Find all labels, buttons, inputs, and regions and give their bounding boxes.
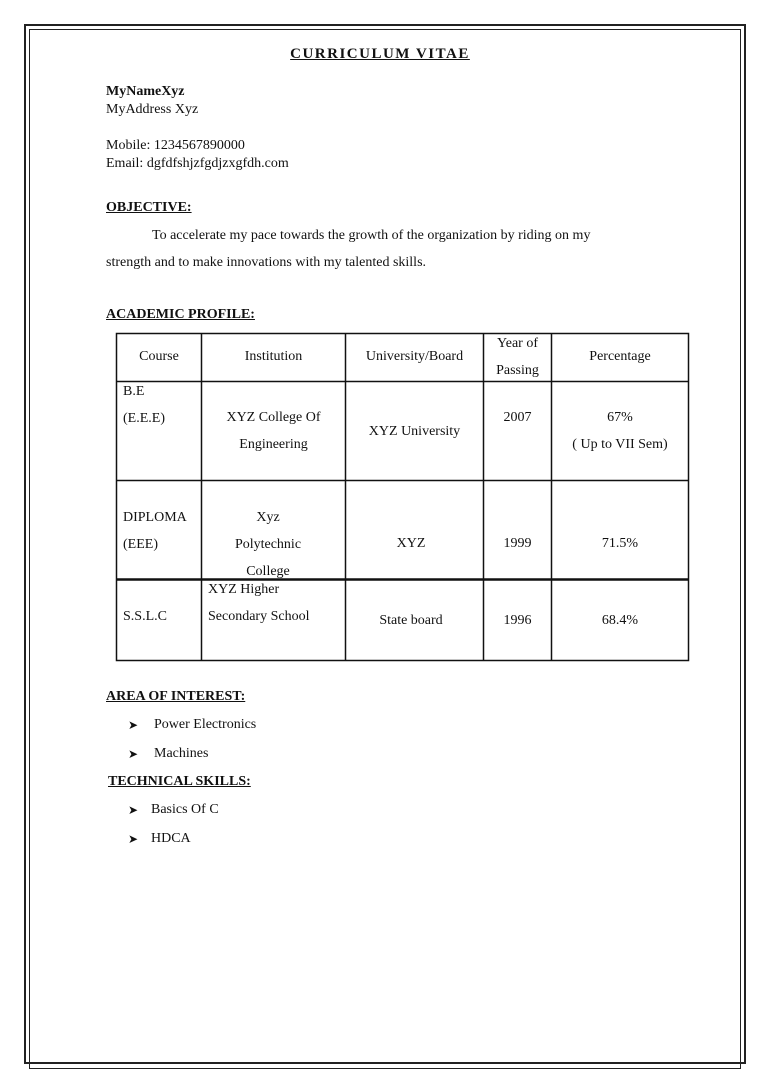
row-2-year: 1999 bbox=[503, 536, 532, 551]
list-item bbox=[128, 795, 219, 824]
row-3-institution-line-2: Secondary School bbox=[208, 609, 310, 624]
col-header-year bbox=[484, 330, 551, 384]
academic-heading: ACADEMIC PROFILE: bbox=[106, 307, 255, 322]
applicant-name: MyNameXyz bbox=[106, 84, 185, 99]
row-1-university: XYZ University bbox=[368, 424, 461, 439]
skill-item-label: HDCA bbox=[151, 830, 191, 846]
skills-heading: TECHNICAL SKILLS: bbox=[108, 774, 251, 789]
arrowhead-bullet-icon: ➤ bbox=[128, 746, 139, 761]
row-2-institution-line-3: College bbox=[246, 564, 290, 579]
list-item bbox=[128, 739, 256, 768]
row-1-course-line-2: (E.E.E) bbox=[123, 411, 165, 426]
skill-item-label: Basics Of C bbox=[151, 801, 219, 817]
row-2-course-line-1: DIPLOMA bbox=[123, 510, 187, 525]
row-3-course: S.S.L.C bbox=[123, 609, 167, 624]
col-header-university: University/Board bbox=[365, 349, 464, 364]
row-2-institution-line-1: Xyz bbox=[256, 510, 280, 525]
list-item bbox=[128, 824, 219, 853]
row-3-percentage: 68.4% bbox=[601, 613, 639, 628]
row-1-institution-line-1: XYZ College Of bbox=[226, 410, 321, 425]
objective-line-1: To accelerate my pace towards the growth of the organization by riding on my bbox=[152, 228, 591, 243]
row-3-institution bbox=[208, 576, 309, 630]
arrowhead-bullet-icon: ➤ bbox=[128, 802, 139, 817]
objective-text bbox=[106, 222, 666, 276]
row-1-year: 2007 bbox=[503, 410, 532, 425]
row-2-percentage: 71.5% bbox=[601, 536, 639, 551]
row-2-institution-line-2: Polytechnic bbox=[234, 537, 302, 552]
row-1-institution-line-2: Engineering bbox=[239, 437, 308, 452]
arrowhead-bullet-icon: ➤ bbox=[128, 831, 139, 846]
document-title: CURRICULUM VITAE bbox=[290, 46, 470, 62]
list-item bbox=[128, 710, 256, 739]
objective-line-2: strength and to make innovations with my talented skills. bbox=[106, 255, 427, 270]
row-1-course-line-1: B.E bbox=[123, 384, 145, 399]
row-2-university: XYZ bbox=[396, 536, 426, 551]
interest-item-label: Power Electronics bbox=[154, 716, 257, 732]
row-2-course-line-2: (EEE) bbox=[123, 537, 158, 552]
arrowhead-bullet-icon: ➤ bbox=[128, 717, 139, 732]
row-3-university: State board bbox=[379, 613, 443, 628]
mobile-number: Mobile: 1234567890000 bbox=[106, 138, 245, 153]
col-header-year-line-2: Passing bbox=[496, 363, 539, 378]
col-header-course: Course bbox=[139, 349, 179, 364]
row-3-institution-line-1: XYZ Higher bbox=[208, 582, 280, 597]
row-3-year: 1996 bbox=[503, 613, 532, 628]
row-1-course bbox=[123, 378, 165, 432]
col-header-year-line-1: Year of bbox=[497, 336, 538, 351]
interest-heading: AREA OF INTEREST: bbox=[106, 689, 246, 704]
email-address: Email: dgfdfshjzfgdjzxgfdh.com bbox=[106, 156, 289, 171]
col-header-percentage: Percentage bbox=[589, 349, 651, 364]
objective-heading: OBJECTIVE: bbox=[106, 200, 192, 215]
applicant-address: MyAddress Xyz bbox=[106, 102, 199, 117]
interest-list bbox=[128, 710, 256, 768]
row-2-institution bbox=[202, 504, 334, 585]
row-2-course bbox=[123, 504, 187, 558]
skills-list bbox=[128, 795, 219, 853]
col-header-institution: Institution bbox=[244, 349, 303, 364]
row-1-percentage-line-1: 67% bbox=[607, 410, 633, 425]
row-1-percentage-line-2: ( Up to VII Sem) bbox=[572, 437, 668, 452]
interest-item-label: Machines bbox=[154, 745, 209, 761]
row-1-institution bbox=[202, 404, 345, 458]
row-1-percentage bbox=[552, 404, 688, 458]
